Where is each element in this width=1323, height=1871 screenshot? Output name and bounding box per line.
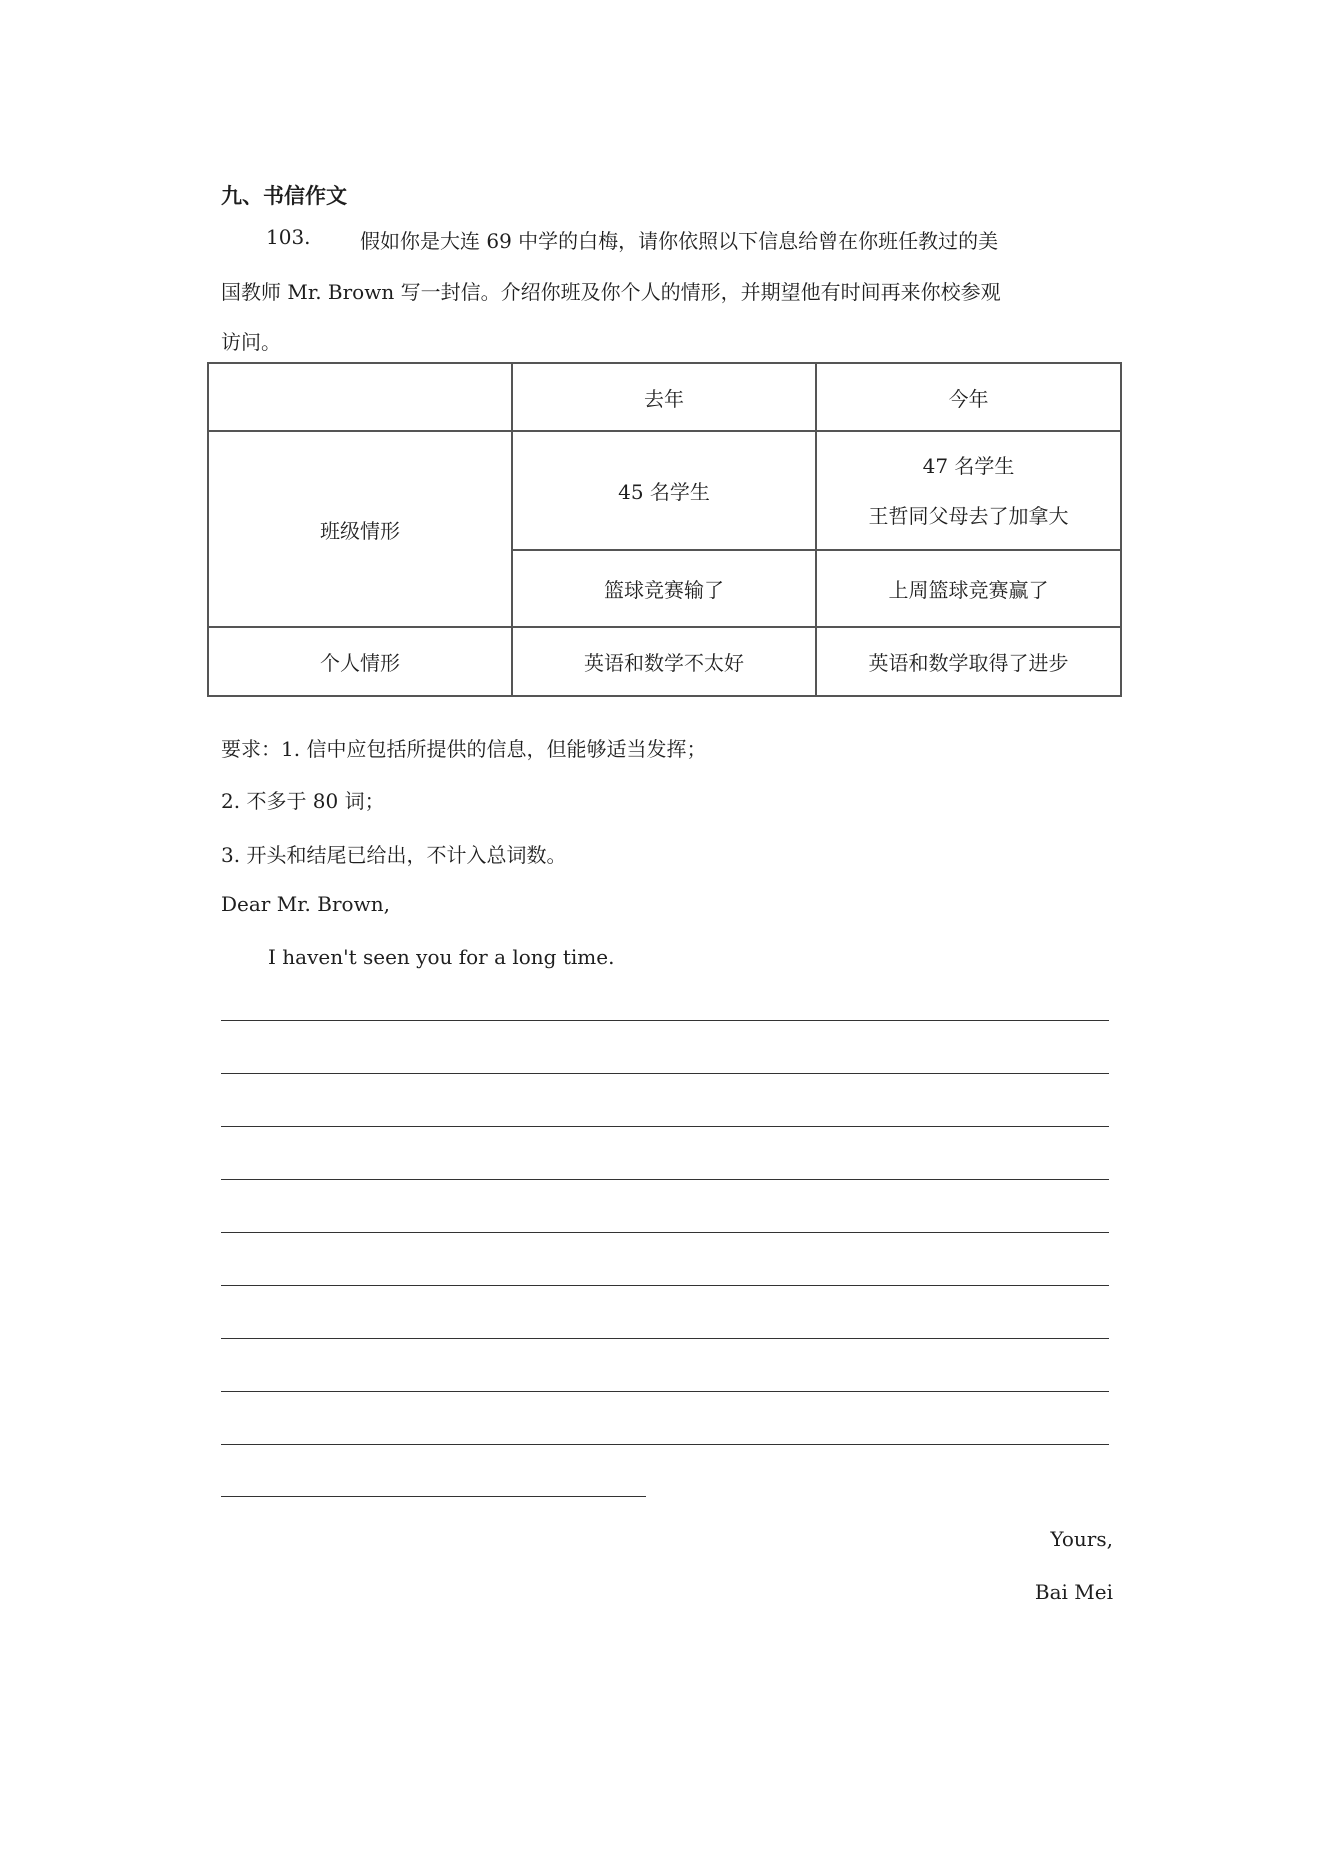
question-text-line-3: 访问。 <box>221 330 281 354</box>
writing-line[interactable] <box>221 1444 1109 1445</box>
table-row <box>208 431 1121 550</box>
letter-opening-line: I haven't seen you for a long time. <box>268 945 615 969</box>
writing-line[interactable] <box>221 1391 1109 1392</box>
letter-salutation: Dear Mr. Brown, <box>221 892 390 916</box>
letter-signature: Bai Mei <box>1034 1580 1113 1604</box>
letter-closing: Yours, <box>1050 1527 1113 1551</box>
question-text-line-1: 假如你是大连 69 中学的白梅，请你依照以下信息给曾在你班任教过的美 <box>360 229 999 253</box>
requirement-2: 2. 不多于 80 词； <box>221 789 385 813</box>
table-header-empty <box>208 363 512 431</box>
class-situation-label: 班级情形 <box>208 431 512 627</box>
class-last-year-basketball: 篮球竞赛输了 <box>512 550 816 627</box>
table-header-this-year: 今年 <box>816 363 1121 431</box>
personal-this-year: 英语和数学取得了进步 <box>816 627 1121 696</box>
class-this-year-students-line-1: 47 名学生 <box>922 453 1015 478</box>
writing-line[interactable] <box>221 1179 1109 1180</box>
class-this-year-students <box>816 431 1121 550</box>
personal-last-year: 英语和数学不太好 <box>512 627 816 696</box>
info-table <box>207 362 1122 697</box>
table-header-last-year: 去年 <box>512 363 816 431</box>
personal-situation-label: 个人情形 <box>208 627 512 696</box>
requirement-3: 3. 开头和结尾已给出，不计入总词数。 <box>221 843 567 867</box>
table-row <box>208 627 1121 696</box>
writing-line[interactable] <box>221 1073 1109 1074</box>
question-text-line-2: 国教师 Mr. Brown 写一封信。介绍你班及你个人的情形，并期望他有时间再来你校参观 <box>221 280 1001 304</box>
writing-line[interactable] <box>221 1126 1109 1127</box>
writing-line[interactable] <box>221 1338 1109 1339</box>
writing-line[interactable] <box>221 1232 1109 1233</box>
question-number: 103. <box>266 225 311 249</box>
writing-line[interactable] <box>221 1285 1109 1286</box>
section-heading: 九、书信作文 <box>221 184 347 208</box>
requirement-1: 要求：1. 信中应包括所提供的信息，但能够适当发挥； <box>221 737 707 761</box>
writing-line[interactable] <box>221 1020 1109 1021</box>
writing-line-short[interactable] <box>221 1496 646 1497</box>
table-header-row <box>208 363 1121 431</box>
class-this-year-basketball: 上周篮球竞赛赢了 <box>816 550 1121 627</box>
class-this-year-students-line-2: 王哲同父母去了加拿大 <box>868 503 1069 528</box>
class-last-year-students: 45 名学生 <box>512 431 816 550</box>
